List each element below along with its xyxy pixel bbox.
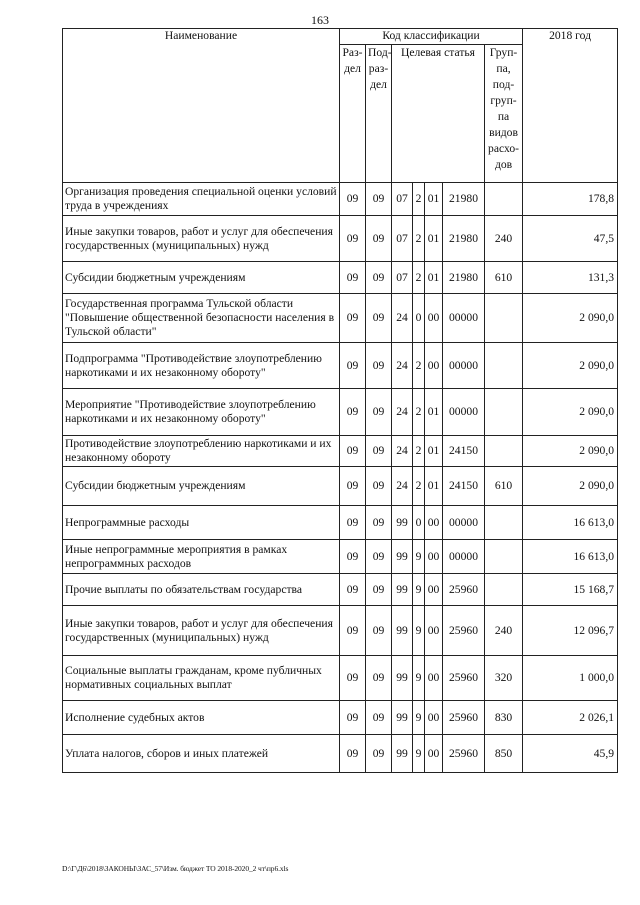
row-subsection: 09 [366,540,392,574]
row-target-event: 00 [425,701,443,735]
row-name: Непрограммные расходы [63,506,340,540]
row-target-subprogram: 0 [413,506,425,540]
row-name: Исполнение судебных актов [63,701,340,735]
table-row [63,656,618,701]
row-section: 09 [340,540,366,574]
row-name: Иные закупки товаров, работ и услуг для обеспечения государственных (муниципальных) нужд [63,606,340,656]
row-target-direction: 21980 [443,216,485,262]
row-amount: 2 090,0 [523,389,618,436]
row-target-direction: 21980 [443,262,485,294]
row-expense-group [485,506,523,540]
row-target-event: 01 [425,389,443,436]
page-number: 163 [311,13,329,27]
budget-table [62,28,618,773]
row-target-program: 99 [392,735,413,773]
row-target-direction: 25960 [443,574,485,606]
row-subsection: 09 [366,216,392,262]
row-subsection: 09 [366,389,392,436]
row-amount: 2 090,0 [523,343,618,389]
row-target-subprogram: 9 [413,735,425,773]
row-section: 09 [340,467,366,506]
row-target-subprogram: 9 [413,701,425,735]
row-name: Государственная программа Тульской области "Повышение общественной безопасности населения в Тульской области" [63,294,340,343]
row-target-direction: 24150 [443,436,485,467]
header-group: Груп- па, под- груп- па видов расхо- дов [485,45,523,183]
row-name: Мероприятие "Противодействие злоупотреблению наркотиками и их незаконному обороту" [63,389,340,436]
row-target-direction: 25960 [443,656,485,701]
row-target-program: 24 [392,343,413,389]
row-name: Социальные выплаты гражданам, кроме публичных нормативных социальных выплат [63,656,340,701]
row-target-subprogram: 9 [413,656,425,701]
row-target-event: 00 [425,540,443,574]
row-target-direction: 25960 [443,606,485,656]
row-target-event: 00 [425,574,443,606]
row-target-subprogram: 2 [413,183,425,216]
row-amount: 45,9 [523,735,618,773]
row-amount: 16 613,0 [523,540,618,574]
row-target-event: 00 [425,606,443,656]
row-name: Уплата налогов, сборов и иных платежей [63,735,340,773]
row-amount: 12 096,7 [523,606,618,656]
table-row [63,294,618,343]
row-target-direction: 00000 [443,540,485,574]
row-target-event: 01 [425,216,443,262]
row-target-direction: 00000 [443,294,485,343]
row-expense-group [485,436,523,467]
row-section: 09 [340,262,366,294]
file-path-footer: D:\Г\Д6\2018\ЗАКОНЫ\ЗАС_57\Изм. бюджет ТО 2018-2020_2 чт\пр6.xls [62,864,289,873]
row-target-direction: 25960 [443,735,485,773]
row-target-program: 24 [392,436,413,467]
row-target-program: 24 [392,467,413,506]
table-row [63,343,618,389]
row-section: 09 [340,216,366,262]
table-row [63,606,618,656]
table-row [63,216,618,262]
row-section: 09 [340,701,366,735]
header-subsection: Под- раз- дел [366,45,392,183]
table-row [63,389,618,436]
row-target-direction: 00000 [443,343,485,389]
row-name: Субсидии бюджетным учреждениям [63,467,340,506]
table-row [63,506,618,540]
row-target-subprogram: 2 [413,436,425,467]
row-target-event: 00 [425,294,443,343]
row-target-direction: 00000 [443,389,485,436]
row-target-program: 99 [392,656,413,701]
header-name: Наименование [63,29,340,183]
row-target-subprogram: 9 [413,574,425,606]
table-row [63,436,618,467]
row-expense-group [485,343,523,389]
row-section: 09 [340,183,366,216]
row-expense-group [485,389,523,436]
row-target-subprogram: 2 [413,216,425,262]
row-subsection: 09 [366,606,392,656]
row-section: 09 [340,656,366,701]
row-amount: 131,3 [523,262,618,294]
row-target-subprogram: 9 [413,540,425,574]
table-row [63,262,618,294]
row-subsection: 09 [366,343,392,389]
row-amount: 2 090,0 [523,436,618,467]
row-name: Иные закупки товаров, работ и услуг для обеспечения государственных (муниципальных) нужд [63,216,340,262]
row-amount: 16 613,0 [523,506,618,540]
row-amount: 1 000,0 [523,656,618,701]
row-target-program: 99 [392,506,413,540]
row-amount: 2 090,0 [523,467,618,506]
row-expense-group: 610 [485,262,523,294]
row-subsection: 09 [366,183,392,216]
row-subsection: 09 [366,262,392,294]
header-target: Целевая статья [392,45,485,183]
row-target-program: 24 [392,294,413,343]
row-target-program: 99 [392,701,413,735]
row-target-program: 99 [392,574,413,606]
row-amount: 15 168,7 [523,574,618,606]
row-target-event: 00 [425,343,443,389]
row-target-direction: 24150 [443,467,485,506]
table-row [63,701,618,735]
row-amount: 47,5 [523,216,618,262]
row-expense-group [485,294,523,343]
row-subsection: 09 [366,735,392,773]
row-target-program: 07 [392,216,413,262]
header-code: Код классификации [340,29,523,45]
row-target-direction: 00000 [443,506,485,540]
row-subsection: 09 [366,574,392,606]
header-section: Раз- дел [340,45,366,183]
table-row [63,467,618,506]
row-target-event: 01 [425,262,443,294]
row-target-event: 01 [425,436,443,467]
row-expense-group: 240 [485,606,523,656]
row-target-direction: 25960 [443,701,485,735]
row-amount: 178,8 [523,183,618,216]
row-subsection: 09 [366,506,392,540]
row-expense-group [485,183,523,216]
row-name: Противодействие злоупотреблению наркотиками и их незаконному обороту [63,436,340,467]
table-row [63,735,618,773]
row-subsection: 09 [366,701,392,735]
row-section: 09 [340,343,366,389]
row-target-subprogram: 2 [413,262,425,294]
row-target-subprogram: 2 [413,343,425,389]
row-target-direction: 21980 [443,183,485,216]
row-target-event: 00 [425,506,443,540]
row-subsection: 09 [366,656,392,701]
row-target-event: 00 [425,656,443,701]
row-target-event: 01 [425,467,443,506]
row-target-program: 99 [392,606,413,656]
row-expense-group: 610 [485,467,523,506]
row-target-program: 07 [392,262,413,294]
row-expense-group: 850 [485,735,523,773]
row-target-subprogram: 9 [413,606,425,656]
row-name: Подпрограмма "Противодействие злоупотреблению наркотиками и их незаконному обороту" [63,343,340,389]
row-target-program: 07 [392,183,413,216]
row-subsection: 09 [366,436,392,467]
row-target-subprogram: 2 [413,467,425,506]
row-expense-group: 830 [485,701,523,735]
row-subsection: 09 [366,467,392,506]
row-target-subprogram: 2 [413,389,425,436]
row-target-event: 00 [425,735,443,773]
row-target-event: 01 [425,183,443,216]
row-section: 09 [340,294,366,343]
row-name: Прочие выплаты по обязательствам государства [63,574,340,606]
row-section: 09 [340,735,366,773]
row-section: 09 [340,606,366,656]
row-expense-group: 240 [485,216,523,262]
row-target-program: 99 [392,540,413,574]
row-section: 09 [340,506,366,540]
row-section: 09 [340,574,366,606]
row-expense-group [485,574,523,606]
table-row [63,183,618,216]
row-section: 09 [340,436,366,467]
table-row [63,540,618,574]
row-amount: 2 026,1 [523,701,618,735]
row-target-subprogram: 0 [413,294,425,343]
row-name: Субсидии бюджетным учреждениям [63,262,340,294]
row-name: Организация проведения специальной оценки условий труда в учреждениях [63,183,340,216]
row-expense-group [485,540,523,574]
row-section: 09 [340,389,366,436]
row-target-program: 24 [392,389,413,436]
table-row [63,574,618,606]
table-body [63,183,618,773]
row-name: Иные непрограммные мероприятия в рамках непрограммных расходов [63,540,340,574]
row-subsection: 09 [366,294,392,343]
row-amount: 2 090,0 [523,294,618,343]
row-expense-group: 320 [485,656,523,701]
header-year: 2018 год [523,29,618,183]
